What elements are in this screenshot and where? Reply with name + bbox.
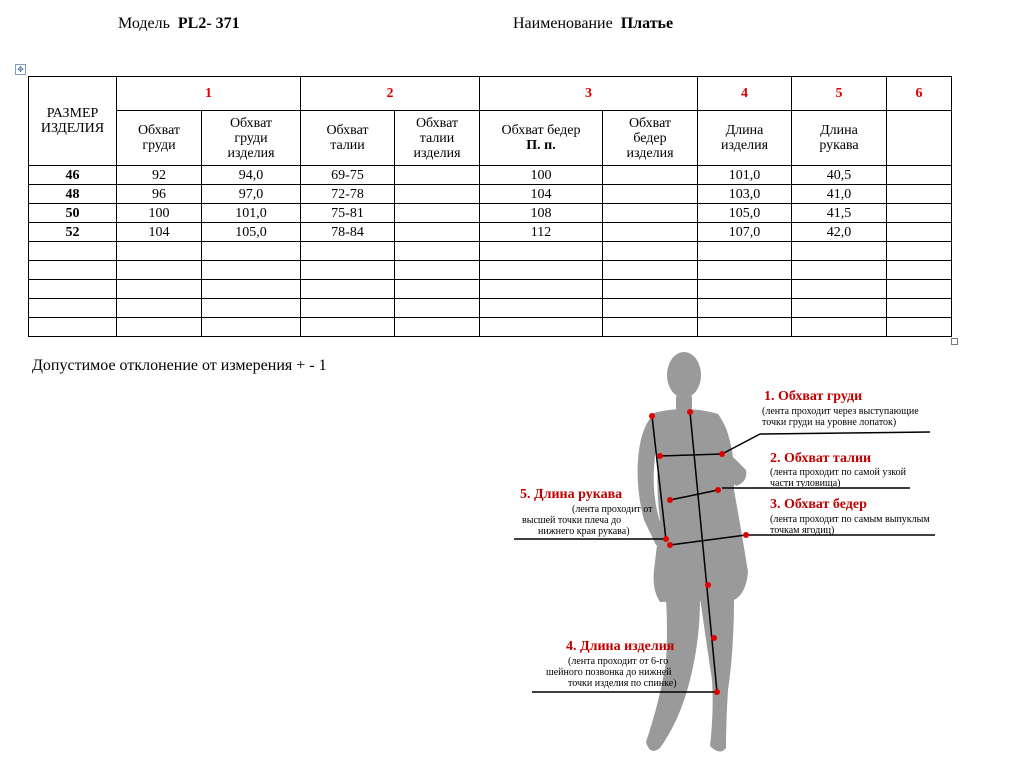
label-chest-title: 1. Обхват груди [764,389,863,404]
model-value: PL2- 371 [177,15,240,32]
group-number-3: 3 [480,77,698,111]
table-cell: 40,5 [792,166,887,185]
table-cell [603,242,698,261]
table-cell [395,185,480,204]
table-cell [29,242,117,261]
table-cell [698,318,792,337]
table-row [29,223,952,242]
table-cell [792,242,887,261]
table-cell [603,204,698,223]
table-cell: 69-75 [301,166,395,185]
table-cell [603,166,698,185]
table-cell: 72-78 [301,185,395,204]
table-cell [301,242,395,261]
table-cell [202,242,301,261]
table-cell: 104 [480,185,603,204]
column-header-4: Обхват талии изделия [395,111,480,166]
svg-text:точки груди на уровне лопаток): точки груди на уровне лопаток) [762,417,897,428]
table-cell [603,185,698,204]
table-cell [395,280,480,299]
svg-text:шейного позвонка до нижней: шейного позвонка до нижней [546,667,672,678]
table-cell: 100 [480,166,603,185]
table-cell [887,223,952,242]
table-cell [202,299,301,318]
table-cell [480,261,603,280]
column-header-1: Обхват груди [117,111,202,166]
column-header-7: Длина изделия [698,111,792,166]
table-cell: 42,0 [792,223,887,242]
table-cell: 100 [117,204,202,223]
table-cell [29,299,117,318]
table-cell [603,223,698,242]
table-cell [202,318,301,337]
empty-row [29,318,952,337]
size-cell: 52 [29,223,117,242]
size-cell: 46 [29,166,117,185]
table-cell [792,280,887,299]
table-cell: 112 [480,223,603,242]
column-header-3: Обхват талии [301,111,395,166]
table-cell [887,261,952,280]
table-cell [117,318,202,337]
column-header-5: Обхват бедер П. п. [480,111,603,166]
table-cell: 41,0 [792,185,887,204]
table-cell: 105,0 [202,223,301,242]
group-number-4: 4 [698,77,792,111]
svg-text:(лента проходит по самым выпук: (лента проходит по самым выпуклым [770,514,930,525]
label-sleeve-title: 5. Длина рукава [520,487,623,502]
table-cell [117,242,202,261]
table-cell: 78-84 [301,223,395,242]
table-cell [698,299,792,318]
svg-text:(лента проходит от: (лента проходит от [572,504,653,515]
size-column-header: РАЗМЕР ИЗДЕЛИЯ [29,77,117,166]
table-cell [395,318,480,337]
table-cell: 92 [117,166,202,185]
table-cell: 101,0 [202,204,301,223]
table-cell [117,280,202,299]
column-header-9 [887,111,952,166]
table-move-handle-icon[interactable]: ✥ [15,64,26,75]
table-cell: 97,0 [202,185,301,204]
table-row [29,166,952,185]
table-cell [29,318,117,337]
size-cell: 50 [29,204,117,223]
table-cell [480,280,603,299]
table-cell: 75-81 [301,204,395,223]
table-cell [698,242,792,261]
table-cell [887,204,952,223]
group-number-5: 5 [792,77,887,111]
label-waist-title: 2. Обхват талии [770,451,872,466]
empty-row [29,242,952,261]
table-cell: 96 [117,185,202,204]
table-cell: 104 [117,223,202,242]
table-cell: 107,0 [698,223,792,242]
table-cell [480,299,603,318]
table-cell [698,261,792,280]
svg-text:(лента проходит через выступаю: (лента проходит через выступающие [762,406,919,417]
table-cell [395,204,480,223]
table-cell: 108 [480,204,603,223]
model-header [118,15,240,33]
table-cell [301,299,395,318]
table-cell [202,280,301,299]
table-cell [301,318,395,337]
table-resize-handle[interactable] [951,338,958,345]
table-cell: 94,0 [202,166,301,185]
label-hip-title: 3. Обхват бедер [770,497,867,512]
table-cell [887,280,952,299]
table-cell [887,242,952,261]
table-cell [603,261,698,280]
table-row [29,185,952,204]
table-cell [698,280,792,299]
column-header-2: Обхват груди изделия [202,111,301,166]
table-cell: 105,0 [698,204,792,223]
table-cell [395,166,480,185]
tolerance-note: Допустимое отклонение от измерения + - 1 [32,357,327,374]
group-number-2: 2 [301,77,480,111]
label-length-title: 4. Длина изделия [566,639,675,654]
table-cell [29,261,117,280]
group-number-1: 1 [117,77,301,111]
table-cell [887,185,952,204]
table-cell: 101,0 [698,166,792,185]
model-label: Модель [118,15,170,32]
table-cell [395,261,480,280]
size-cell: 48 [29,185,117,204]
table-cell [603,318,698,337]
product-name-label: Наименование [513,15,613,32]
column-header-8: Длина рукава [792,111,887,166]
table-cell [395,223,480,242]
table-cell [301,261,395,280]
table-cell [395,242,480,261]
table-cell [117,261,202,280]
table-cell [887,299,952,318]
table-cell [603,280,698,299]
empty-row [29,299,952,318]
size-table [28,76,952,337]
svg-text:части туловища): части туловища) [770,478,841,489]
group-number-6: 6 [887,77,952,111]
table-cell [603,299,698,318]
empty-row [29,280,952,299]
column-header-6: Обхват бедер изделия [603,111,698,166]
table-cell [792,261,887,280]
table-cell [792,318,887,337]
table-cell: 103,0 [698,185,792,204]
table-cell: 41,5 [792,204,887,223]
svg-text:точки изделия по спинке): точки изделия по спинке) [568,678,677,689]
table-cell [29,280,117,299]
svg-text:(лента проходит по самой узкой: (лента проходит по самой узкой [770,467,906,478]
table-cell [480,318,603,337]
svg-text:нижнего края рукава): нижнего края рукава) [538,526,630,537]
svg-text:точкам ягодиц): точкам ягодиц) [770,525,835,536]
table-cell [395,299,480,318]
svg-text:(лента проходит от 6-го: (лента проходит от 6-го [568,656,669,667]
measurement-figure [510,350,960,768]
product-name-value: Платье [620,15,674,32]
table-cell [480,242,603,261]
table-cell [887,318,952,337]
empty-row [29,261,952,280]
table-cell [117,299,202,318]
product-name-header [513,15,673,33]
table-cell [792,299,887,318]
svg-text:высшей точки плеча до: высшей точки плеча до [522,515,622,526]
table-cell [887,166,952,185]
table-row [29,204,952,223]
table-cell [202,261,301,280]
table-cell [301,280,395,299]
